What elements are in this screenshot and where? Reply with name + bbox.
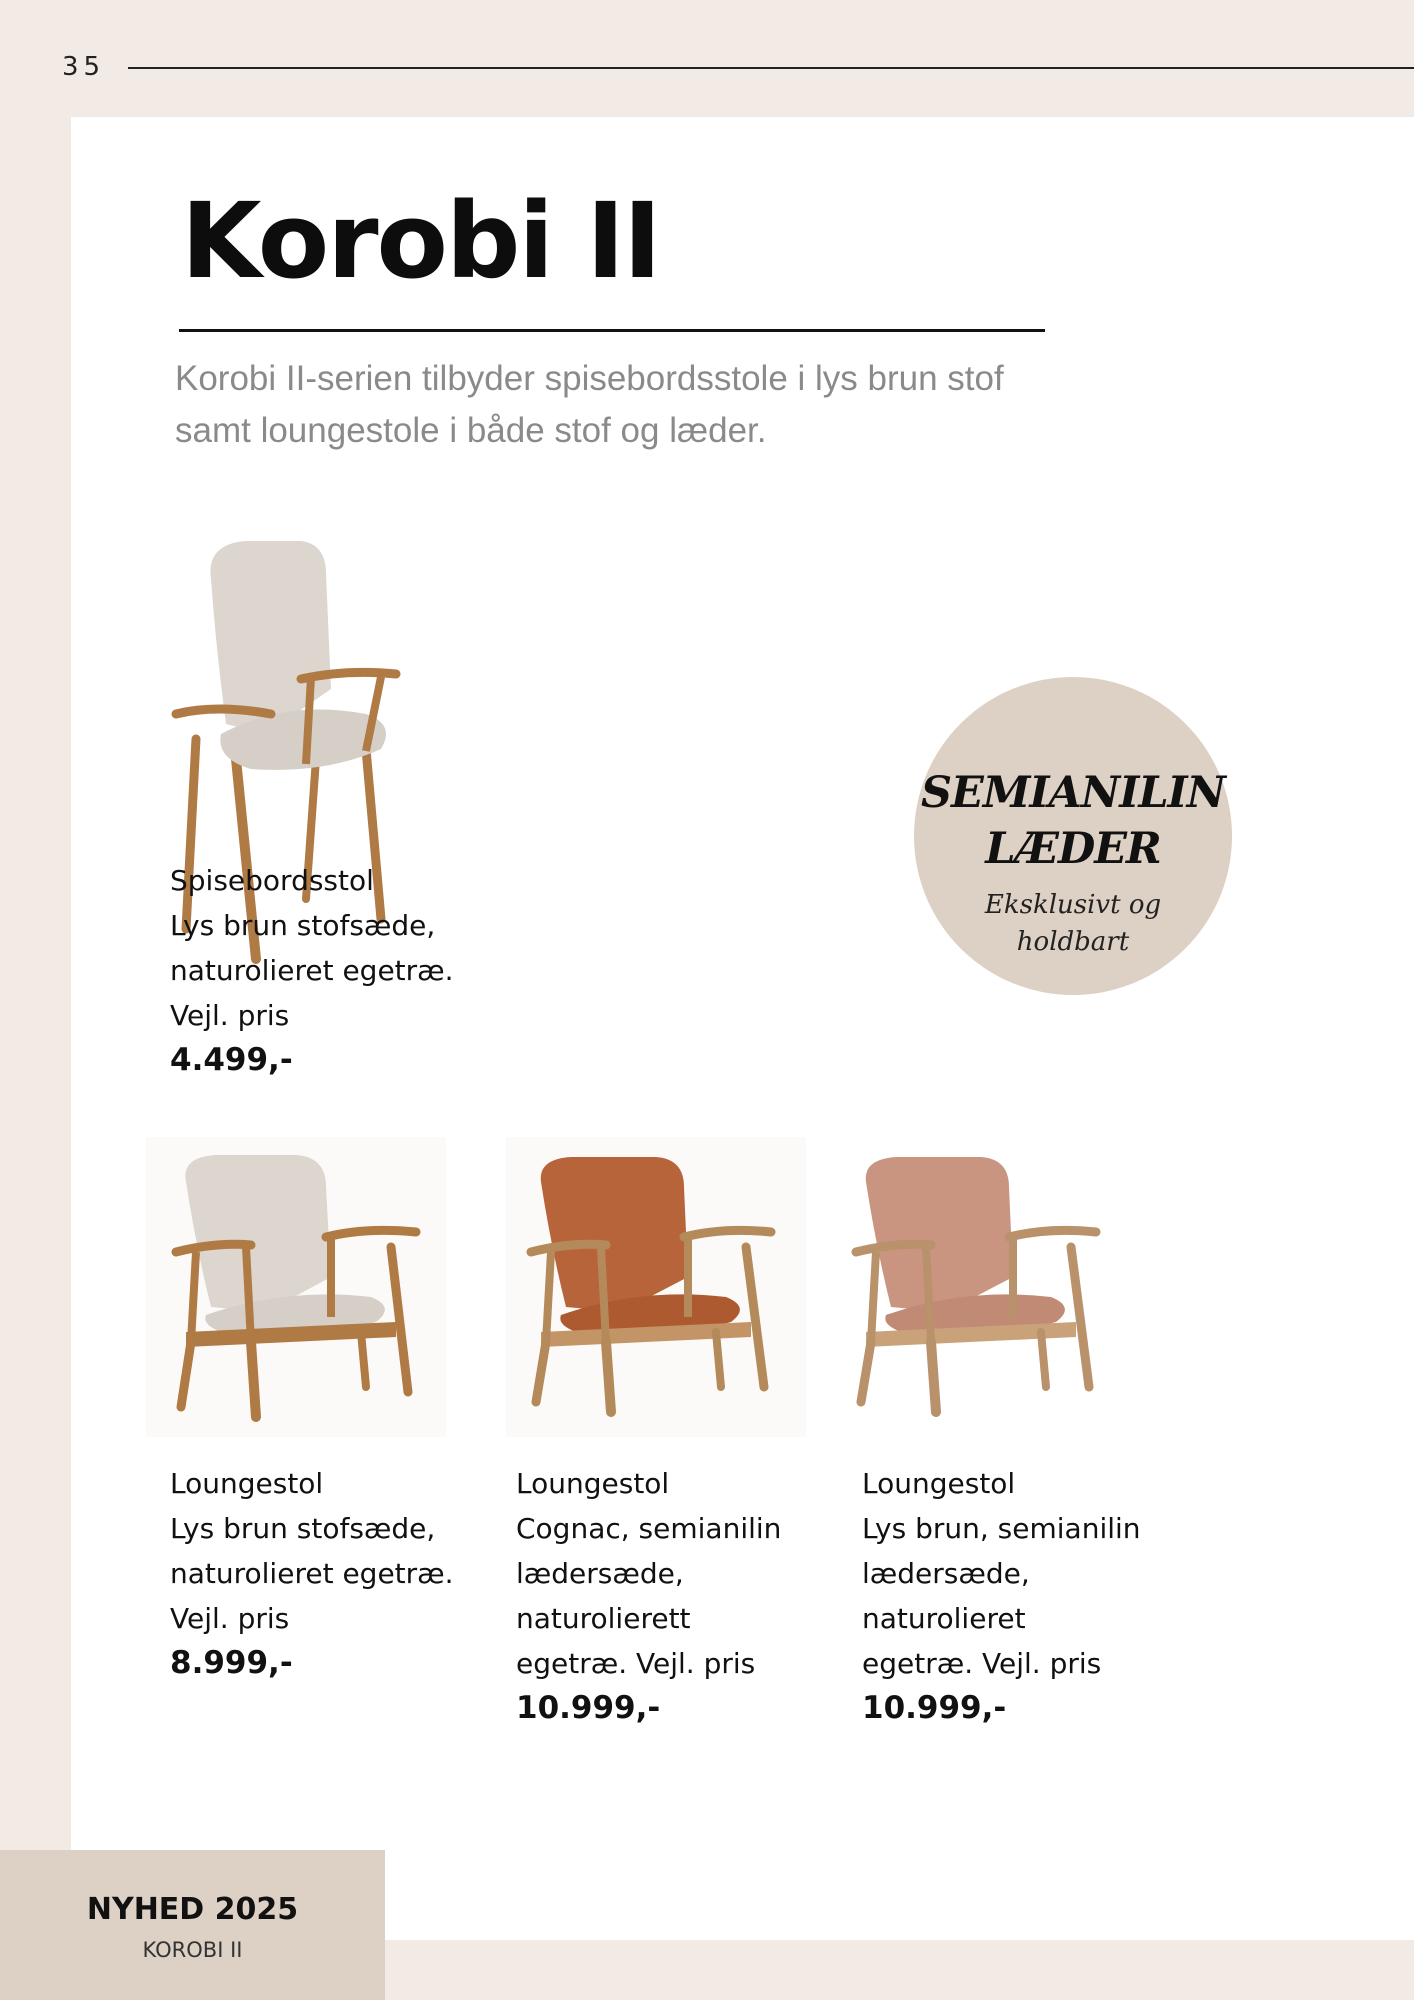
product-line: naturolieret [862, 1602, 1026, 1635]
product-line: Loungestol [516, 1467, 670, 1500]
intro-text [175, 353, 1055, 457]
lounge-chair-fabric-image [146, 1137, 446, 1437]
product-line: lædersæde, [516, 1557, 684, 1590]
lounge-chair-cognac-image [506, 1137, 806, 1437]
page-number: 35 [62, 52, 106, 82]
product-line: lædersæde, [862, 1557, 1030, 1590]
product-line: Vejl. pris [170, 999, 290, 1032]
product-text-lounge-cognac [516, 1461, 781, 1731]
product-price: 8.999,- [170, 1645, 293, 1681]
product-line: egetræ. Vejl. pris [516, 1647, 756, 1680]
product-text-dining-chair [170, 858, 454, 1083]
intro-line-2: samt loungestole i både stof og læder. [175, 411, 767, 450]
footer-label [0, 1850, 385, 2000]
page-title: Korobi II [181, 180, 660, 302]
badge-title-line-2: LÆDER [985, 824, 1161, 874]
intro-line-1: Korobi II-serien tilbyder spisebordsstole i lys brun stof [175, 359, 1004, 398]
footer-title: NYHED 2025 [86, 1892, 299, 1927]
product-line: Loungestol [862, 1467, 1016, 1500]
product-price: 4.499,- [170, 1042, 293, 1078]
badge-subtitle [914, 887, 1232, 961]
footer-subtitle: KOROBI II [142, 1938, 243, 1962]
product-line: naturolieret egetræ. [170, 954, 454, 987]
product-line: Lys brun stofsæde, [170, 1512, 436, 1545]
product-line: naturolierett [516, 1602, 691, 1635]
product-line: Lys brun, semianilin [862, 1512, 1141, 1545]
product-line: naturolieret egetræ. [170, 1557, 454, 1590]
badge-title [914, 765, 1232, 877]
content-panel [71, 117, 1414, 1940]
product-line: egetræ. Vejl. pris [862, 1647, 1102, 1680]
badge-title-line-1: SEMIANILIN [921, 768, 1225, 818]
top-rule [128, 67, 1414, 69]
product-line: Cognac, semianilin [516, 1512, 782, 1545]
badge-sub-line-2: holdbart [1016, 927, 1130, 957]
product-line: Vejl. pris [170, 1602, 290, 1635]
product-text-lounge-fabric [170, 1461, 454, 1686]
badge-sub-line-1: Eksklusivt og [984, 890, 1162, 920]
product-text-lounge-light-brown [862, 1461, 1141, 1731]
title-rule [179, 329, 1045, 332]
product-line: Lys brun stofsæde, [170, 909, 436, 942]
leather-badge [914, 677, 1232, 995]
lounge-chair-light-brown-image [831, 1137, 1131, 1437]
product-line: Loungestol [170, 1467, 324, 1500]
product-price: 10.999,- [862, 1690, 1007, 1726]
product-line: Spisebordsstol [170, 864, 374, 897]
product-price: 10.999,- [516, 1690, 661, 1726]
